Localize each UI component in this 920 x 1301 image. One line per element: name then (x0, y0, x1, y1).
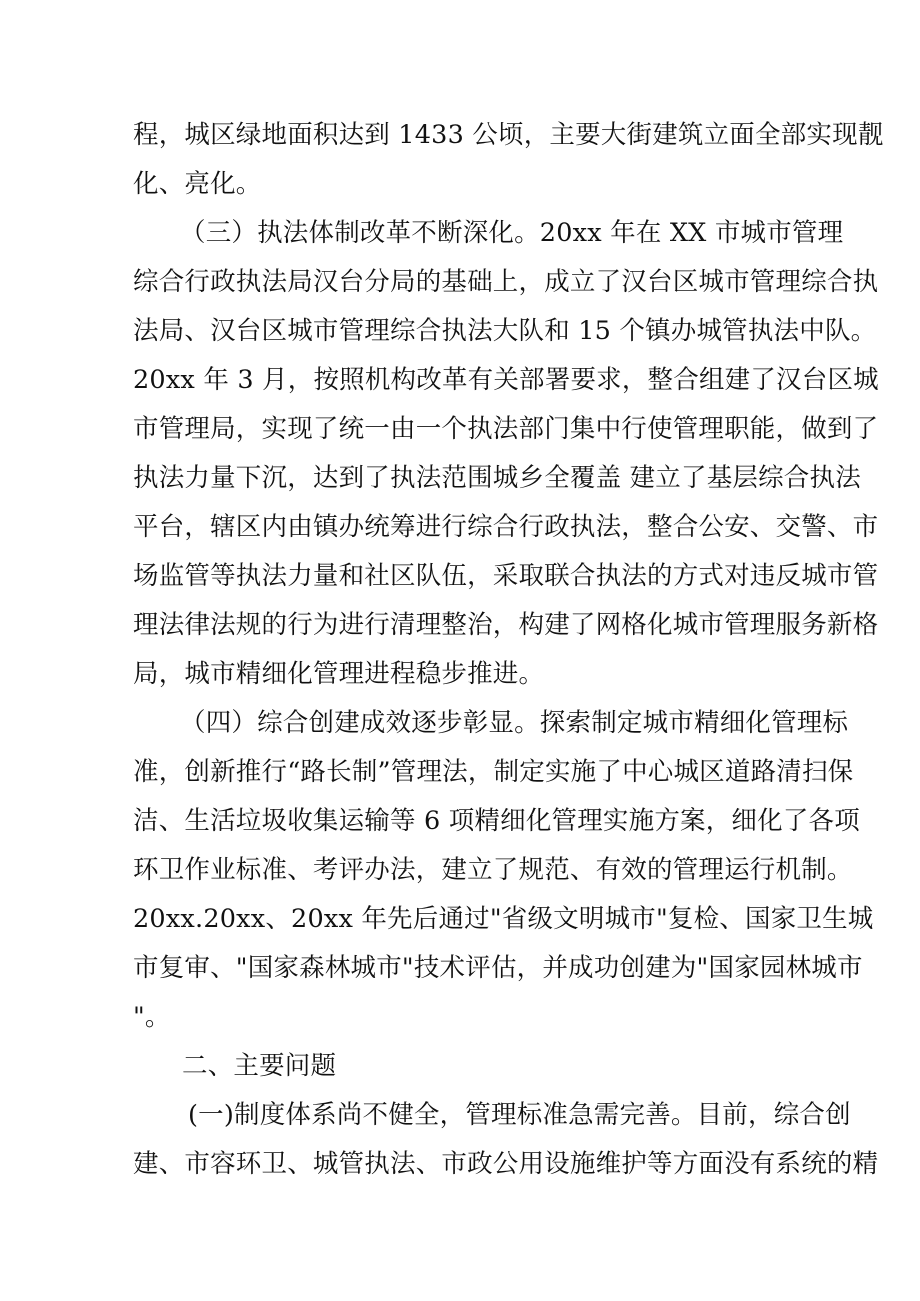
section-heading-main-problems: 二、主要问题 (182, 1051, 337, 1081)
subsection-1-heading-line: (一)制度体系尚不健全，管理标准急需完善。目前，综合创 (188, 1100, 851, 1130)
text-line-2: 化、亮化。 (133, 169, 262, 199)
text-line-18: 市复审、"国家森林城市"技术评估，并成功创建为"国家园林城市 (133, 953, 863, 983)
text-line-11: 理法律法规的行为进行清理整治，构建了网格化城市管理服务新格 (133, 610, 879, 640)
text-line-17: 20xx.20xx、20xx 年先后通过"省级文明城市"复检、国家卫生城 (133, 904, 874, 934)
text-line-5: 法局、汉台区城市管理综合执法大队和 15 个镇办城管执法中队。 (133, 316, 877, 346)
text-line-9: 平台，辖区内由镇办统筹进行综合行政执法，整合公安、交警、市 (133, 512, 879, 542)
section-4-heading-line: （四）综合创建成效逐步彰显。探索制定城市精细化管理标 (180, 708, 849, 738)
text-line-8: 执法力量下沉，达到了执法范围城乡全覆盖 建立了基层综合执法 (133, 463, 861, 493)
text-line-7: 市管理局，实现了统一由一个执法部门集中行使管理职能，做到了 (133, 414, 879, 444)
text-line-22: 建、市容环卫、城管执法、市政公用设施维护等方面没有系统的精 (133, 1149, 879, 1179)
section-3-heading-line: （三）执法体制改革不断深化。20xx 年在 XX 市城市管理 (180, 218, 844, 248)
text-line-10: 场监管等执法力量和社区队伍，采取联合执法的方式对违反城市管 (133, 561, 879, 591)
text-line-16: 环卫作业标准、考评办法，建立了规范、有效的管理运行机制。 (133, 855, 853, 885)
text-line-4: 综合行政执法局汉台分局的基础上，成立了汉台区城市管理综合执 (133, 267, 879, 297)
text-line-15: 洁、生活垃圾收集运输等 6 项精细化管理实施方案，细化了各项 (133, 806, 860, 836)
text-line-12: 局，城市精细化管理进程稳步推进。 (133, 659, 545, 689)
text-line-14: 准，创新推行“路长制”管理法，制定实施了中心城区道路清扫保 (133, 757, 854, 787)
text-line-1: 程，城区绿地面积达到 1433 公顷，主要大街建筑立面全部实现靓 (133, 120, 884, 150)
text-line-19: "。 (133, 1002, 171, 1032)
text-line-6: 20xx 年 3 月，按照机构改革有关部署要求，整合组建了汉台区城 (133, 365, 879, 395)
